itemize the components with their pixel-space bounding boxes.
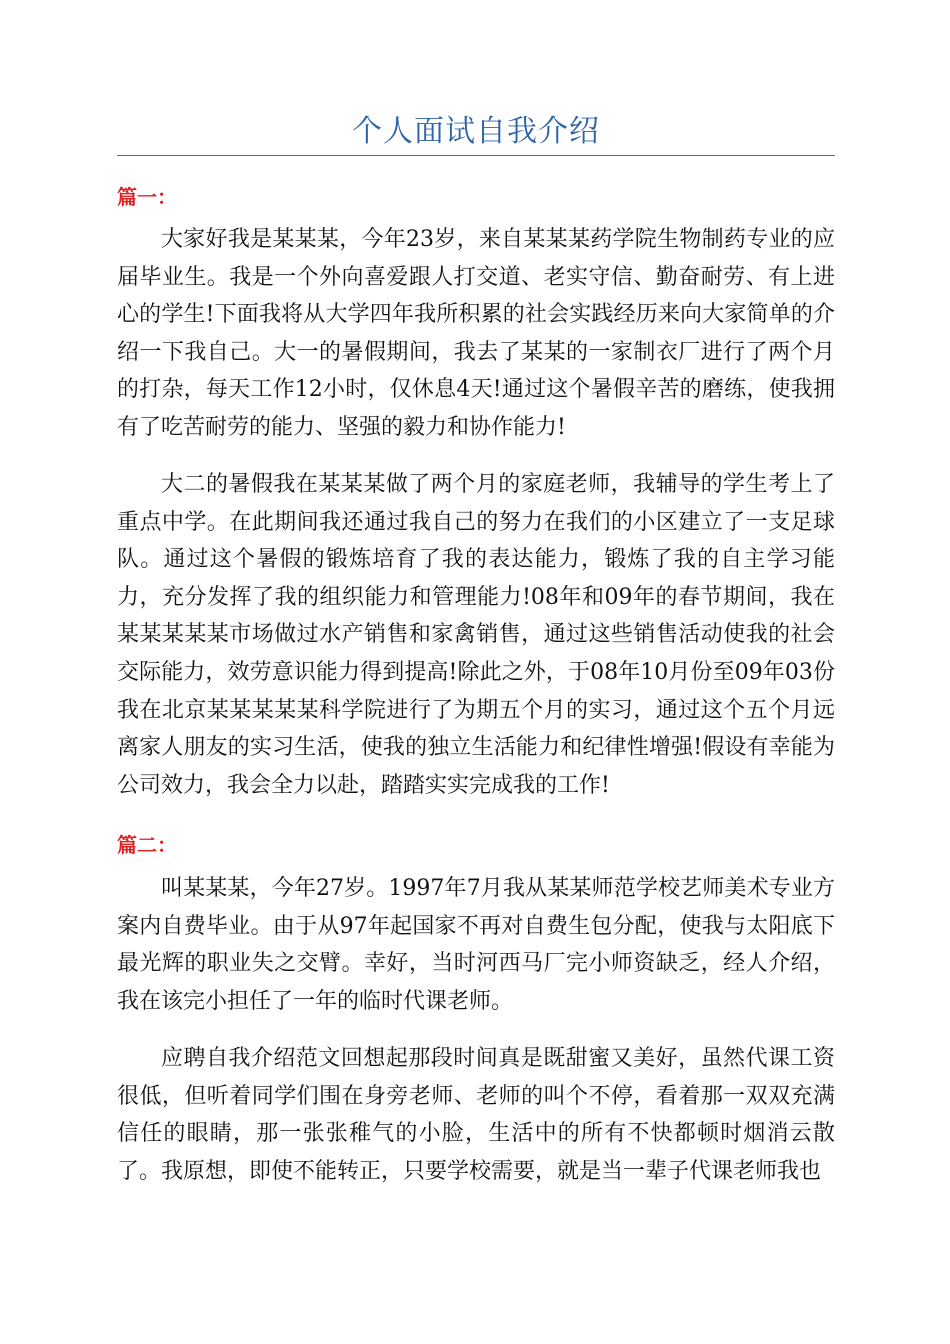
title-divider [117, 155, 835, 156]
section-2-paragraph-2: 应聘自我介绍范文回想起那段时间真是既甜蜜又美好，虽然代课工资很低，但听着同学们围在身旁老师、老师的叫个不停，看着那一双双充满信任的眼睛，那一张张稚气的小脸，生活中的所有不快都顿时烟消云散了。我原想，即使不能转正，只要学校需要，就是当一辈子代课老师我也 [117, 1046, 835, 1184]
section-2-paragraph-1: 叫某某某，今年27岁。1997年7月我从某某师范学校艺师美术专业方案内自费毕业。由于从97年起国家不再对自费生包分配，使我与太阳底下最光辉的职业失之交臂。幸好，当时河西马厂完小师资缺乏，经人介绍，我在该完小担任了一年的临时代课老师。 [117, 876, 835, 1014]
section-1-paragraph-2: 大二的暑假我在某某某做了两个月的家庭老师，我辅导的学生考上了重点中学。在此期间我还通过我自己的努力在我们的小区建立了一支足球队。通过这个暑假的锻炼培育了我的表达能力，锻炼了我的自主学习能力，充分发挥了我的组织能力和管理能力!08年和09年的春节期间，我在某某某某某市场做过水产销售和家禽销售，通过这些销售活动使我的社会交际能力，效劳意识能力得到提高!除此之外，于08年10月份至09年03份我在北京某某某某某科学院进行了为期五个月的实习，通过这个五个月远离家人朋友的实习生活，使我的独立生活能力和纪律性增强!假设有幸能为公司效力，我会全力以赴，踏踏实实完成我的工作! [117, 472, 835, 798]
document-title: 个人面试自我介绍 [352, 114, 600, 149]
section-heading-2: 篇二： [117, 833, 177, 857]
section-1-paragraph-1: 大家好我是某某某，今年23岁，来自某某某药学院生物制药专业的应届毕业生。我是一个外向喜爱跟人打交道、老实守信、勤奋耐劳、有上进心的学生!下面我将从大学四年我所积累的社会实践经历来向大家简单的介绍一下我自己。大一的暑假期间，我去了某某的一家制衣厂进行了两个月的打杂，每天工作12小时，仅休息4天!通过这个暑假辛苦的磨练，使我拥有了吃苦耐劳的能力、坚强的毅力和协作能力! [117, 227, 835, 440]
section-heading-1: 篇一： [117, 185, 177, 209]
